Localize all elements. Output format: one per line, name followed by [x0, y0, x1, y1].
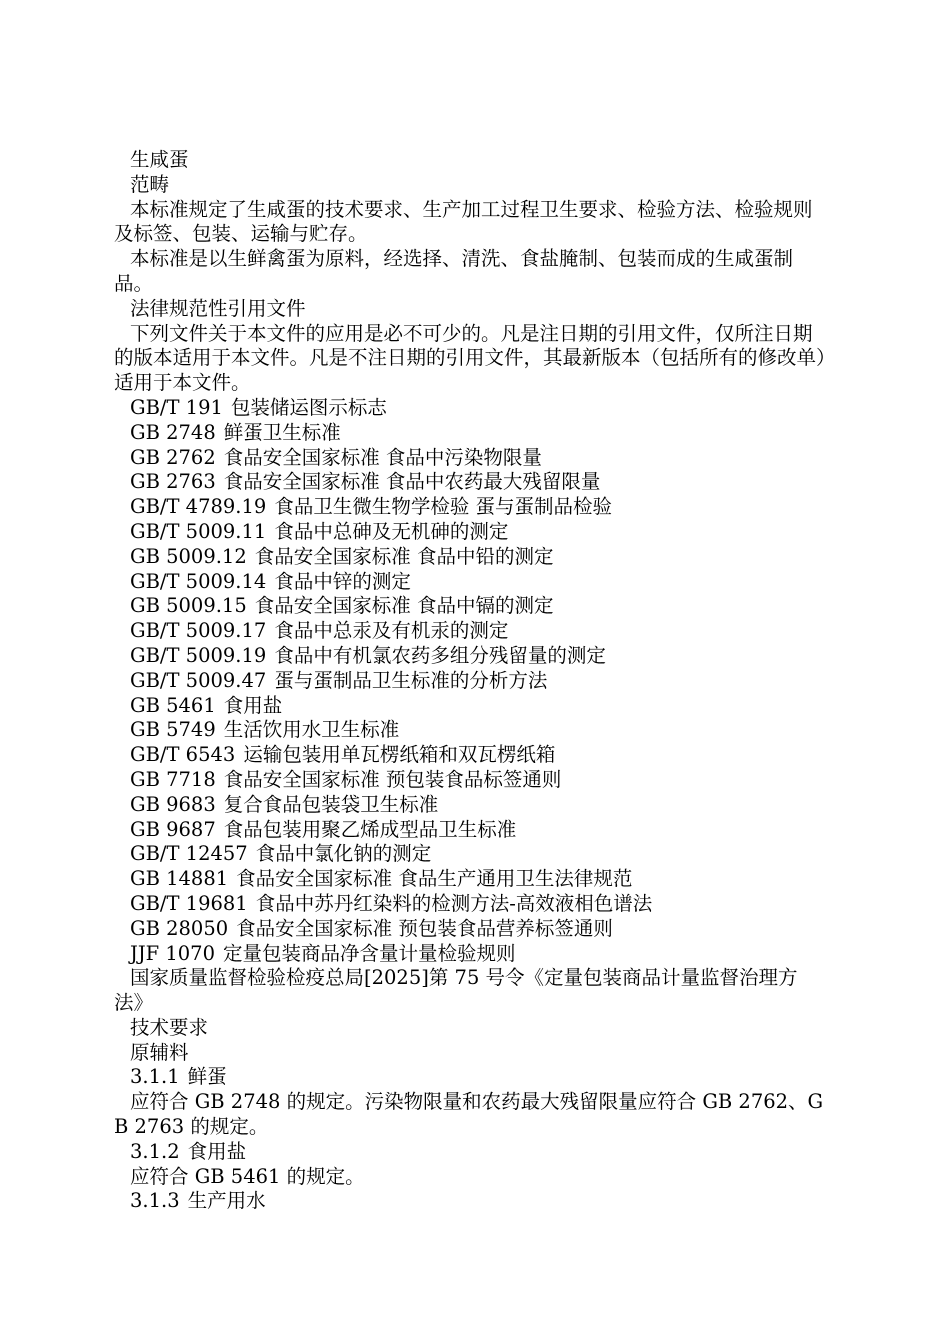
- reference-title: 食用盐: [223, 693, 283, 717]
- reference-code: GB/T 5009.14: [130, 569, 267, 593]
- reference-item: [114, 619, 826, 644]
- clause-heading: [114, 1189, 826, 1214]
- reference-code: GB 9683: [130, 792, 216, 816]
- clause-body: 应符合 GB 5461 的规定。: [130, 1164, 365, 1188]
- reference-title: 食品安全国家标准 食品中铅的测定: [254, 544, 554, 568]
- reference-title: 食品中总砷及无机砷的测定: [274, 519, 509, 543]
- reference-code: GB 2763: [130, 470, 216, 494]
- scope-paragraph: 本标准是以生鲜禽蛋为原料，经选择、清洗、食盐腌制、包装而成的生咸蛋制品。: [114, 247, 794, 295]
- clause-title: 食用盐: [187, 1139, 247, 1163]
- reference-item: [114, 942, 826, 967]
- reference-title: 食品安全国家标准 食品中污染物限量: [223, 445, 542, 469]
- reference-item: [114, 570, 826, 595]
- reference-title: 鲜蛋卫生标准: [223, 420, 341, 444]
- reference-item: [114, 917, 826, 942]
- scope-paragraph: 本标准规定了生咸蛋的技术要求、生产加工过程卫生要求、检验方法、检验规则及标签、包装、运输与贮存。: [114, 197, 813, 246]
- reference-code: GB/T 19681: [130, 891, 248, 915]
- reference-title: 食品中总汞及有机汞的测定: [274, 619, 509, 643]
- reference-title: 食品中苏丹红染料的检测方法-高效液相色谱法: [255, 891, 653, 915]
- clause-title: 鲜蛋: [187, 1065, 227, 1089]
- reference-title: 运输包装用单瓦楞纸箱和双瓦楞纸箱: [243, 743, 556, 767]
- reference-code: GB 14881: [130, 867, 229, 891]
- reference-title: 食品中锌的测定: [274, 569, 411, 593]
- refs-intro: 下列文件关于本文件的应用是必不可少的。凡是注日期的引用文件，仅所注日期的版本适用于本文件。凡是不注日期的引用文件，其最新版本（包括所有的修改单）适用于本文件。: [114, 321, 826, 395]
- reference-item: [114, 694, 826, 719]
- reference-title: 定量包装商品净含量计量检验规则: [223, 941, 516, 965]
- reference-code: GB 5009.12: [130, 544, 247, 568]
- tech-heading: 技术要求: [130, 1015, 209, 1039]
- reference-code: GB/T 12457: [130, 842, 248, 866]
- refs-closing: 国家质量监督检验检疫总局[2025]第 75 号令《定量包装商品计量监督治理方法》: [114, 966, 798, 1015]
- reference-title: 食品包装用聚乙烯成型品卫生标准: [223, 817, 517, 841]
- reference-item: [114, 718, 826, 743]
- reference-code: GB 2748: [130, 420, 216, 444]
- reference-item: [114, 892, 826, 917]
- clause-number: 3.1.2: [130, 1139, 180, 1163]
- reference-item: [114, 867, 826, 892]
- reference-title: 蛋与蛋制品卫生标准的分析方法: [274, 668, 548, 692]
- reference-code: GB 28050: [130, 916, 229, 940]
- reference-code: GB/T 5009.47: [130, 668, 267, 692]
- reference-item: [114, 793, 826, 818]
- reference-item: [114, 842, 826, 867]
- reference-code: GB 5461: [130, 693, 216, 717]
- reference-item: [114, 768, 826, 793]
- document-title: 生咸蛋: [130, 148, 189, 171]
- reference-code: GB/T 4789.19: [130, 495, 267, 519]
- reference-item: [114, 743, 826, 768]
- tech-sub-heading: 原辅料: [130, 1040, 189, 1064]
- reference-code: GB/T 5009.19: [130, 643, 267, 667]
- reference-item: [114, 421, 826, 446]
- refs-heading: 法律规范性引用文件: [130, 296, 306, 320]
- clause-number: 3.1.3: [130, 1189, 180, 1213]
- clause-number: 3.1.1: [130, 1065, 180, 1089]
- reference-title: 生活饮用水卫生标准: [223, 718, 400, 742]
- reference-code: GB/T 6543: [130, 743, 236, 767]
- reference-code: GB/T 5009.17: [130, 619, 267, 643]
- reference-item: [114, 545, 826, 570]
- reference-title: 食品安全国家标准 食品中农药最大残留限量: [223, 470, 601, 494]
- scope-heading: 范畴: [130, 172, 170, 196]
- reference-item: [114, 446, 826, 471]
- reference-title: 复合食品包装袋卫生标准: [223, 792, 439, 816]
- reference-title: 食品安全国家标准 食品中镉的测定: [254, 594, 554, 618]
- reference-title: 食品中有机氯农药多组分残留量的测定: [274, 643, 606, 667]
- reference-item: [114, 520, 826, 545]
- reference-code: GB/T 191: [130, 395, 223, 419]
- reference-title: 食品安全国家标准 食品生产通用卫生法律规范: [236, 867, 633, 891]
- clause-body: 应符合 GB 2748 的规定。污染物限量和农药最大残留限量应符合 GB 2762、GB 2763 的规定。: [114, 1090, 824, 1139]
- reference-item: [114, 644, 826, 669]
- reference-item: [114, 818, 826, 843]
- reference-code: GB/T 5009.11: [130, 519, 267, 543]
- reference-code: GB 5009.15: [130, 594, 247, 618]
- document-body: [114, 148, 826, 1214]
- reference-code: GB 5749: [130, 718, 216, 742]
- reference-title: 食品卫生微生物学检验 蛋与蛋制品检验: [274, 495, 613, 519]
- reference-code: GB 9687: [130, 817, 216, 841]
- reference-item: [114, 669, 826, 694]
- reference-title: 食品安全国家标准 预包装食品标签通则: [223, 767, 562, 791]
- reference-item: [114, 396, 826, 421]
- reference-title: 食品中氯化钠的测定: [255, 842, 432, 866]
- clause-heading: [114, 1065, 826, 1090]
- reference-code: GB 2762: [130, 445, 216, 469]
- reference-item: [114, 495, 826, 520]
- reference-code: GB 7718: [130, 767, 216, 791]
- reference-list: [114, 396, 826, 966]
- reference-title: 包装储运图示标志: [230, 395, 387, 419]
- reference-item: [114, 594, 826, 619]
- reference-item: [114, 470, 826, 495]
- clause-heading: [114, 1140, 826, 1165]
- reference-code: JJF 1070: [130, 941, 215, 965]
- reference-title: 食品安全国家标准 预包装食品营养标签通则: [236, 916, 613, 940]
- clause-title: 生产用水: [187, 1189, 266, 1213]
